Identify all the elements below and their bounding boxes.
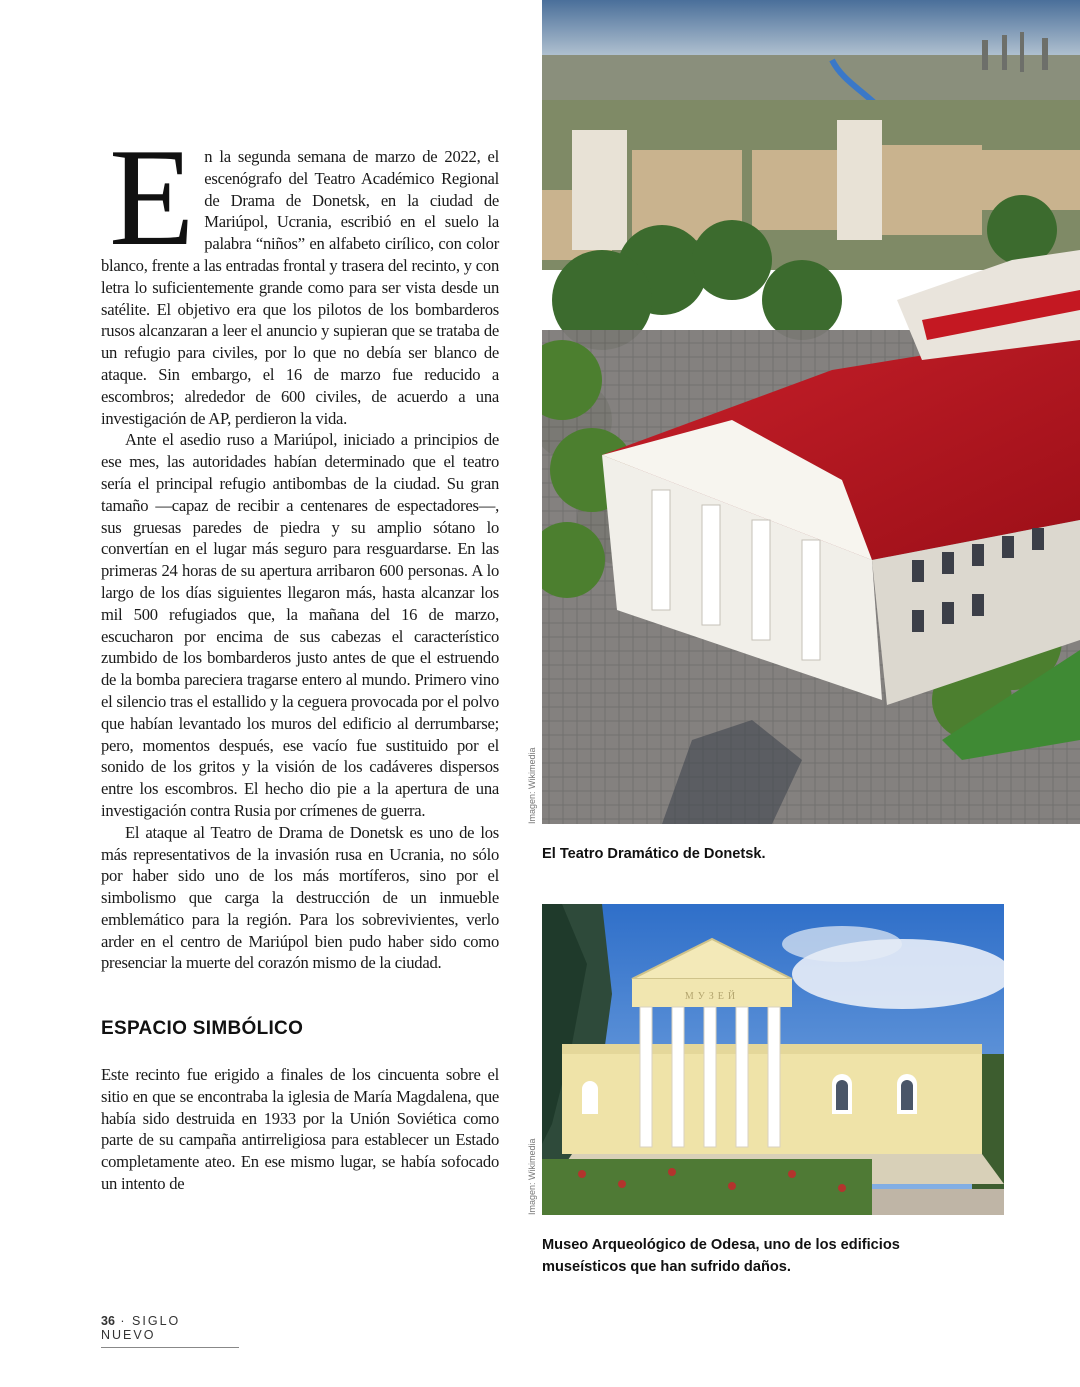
article-paragraph: Ante el asedio ruso a Mariúpol, iniciado a principios de ese mes, las autoridades habían determinado que el teatro sería el principal refugio antibombas de la ciudad. Su gran tamaño —capaz de recibir a centenares de espectadores—, sus gruesas paredes de piedra y su amplio sótano lo convertían en el lugar más seguro para resguardarse. En las primeras 24 horas de su apertura arribaron 600 personas. A lo largo de los días siguientes llegaron más, hasta alcanzar los mil 500 refugiados que, la mañana del 16 de marzo, escucharon por encima de sus cabezas el característico zumbido de los bombarderos justo antes de que el estruendo de la bomba pareciera tragarse entero al mundo. Primero vino el silencio tras el estallido y la ceguera provocada por el polvo que habían levantado los muros del edificio al derrumbarse; pero, momentos después, ese vacío fue sustituido por el sonido de los gritos y la visión de los cadáveres dispersos entre los escombros. El hecho dio pie a la apertura de una investigación contra Rusia por crímenes de guerra.: [101, 430, 499, 820]
paragraph-text: n la segunda semana de marzo de 2022, el escenógrafo del Teatro Académico Regional de Drama de Donetsk, en la ciudad de Mariúpol, Ucrania, escribió en el suelo la palabra “niños” en alfabeto cirílico, con color blanco, frente a las entradas frontal y trasera del recinto, y con letra lo suficientemente grande como para ser vista desde un satélite. El objetivo era que los pilotos de los bombarderos rusos alcanzaran a leer el anuncio y supieran que se trataba de un refugio para civiles, por lo que no debía ser blanco de ataque. Sin embargo, el 16 de marzo fue reducido a escombros; alrededor de 600 civiles, de acuerdo a una investigación de AP, perdieron la vida.: [101, 147, 499, 428]
section-heading: ESPACIO SIMBÓLICO: [101, 1018, 304, 1040]
museum-illustration: [542, 904, 1004, 1215]
page-number: 36: [101, 1314, 115, 1328]
photo-credit: Imagen: Wikimedia: [527, 1138, 537, 1215]
drop-cap: E: [109, 120, 195, 275]
photo-credit: Imagen: Wikimedia: [527, 747, 537, 824]
article-paragraph: El ataque al Teatro de Drama de Donetsk es uno de los más representativos de la invasión rusa en Ucrania, no sólo por haber sido uno de los más mortíferos, sino por el simbolismo que carga la destrucción de un inmueble emblemático para la región. Para los sobrevivientes, verlo arder en el centro de Mariúpol bien pudo haber sido como presenciar la muerte del corazón mismo de la ciudad.: [101, 822, 499, 973]
magazine-name: SIGLO NUEVO: [101, 1314, 181, 1342]
article-paragraph: [101, 120, 499, 429]
photo-caption: El Teatro Dramático de Donetsk.: [542, 846, 766, 862]
photo-donetsk-theatre: [542, 0, 1080, 824]
theatre-illustration: [542, 0, 1080, 824]
footer-separator: ·: [120, 1314, 127, 1328]
page-footer: [101, 1314, 239, 1348]
article-paragraph: Este recinto fue erigido a finales de los cincuenta sobre el sitio en que se encontraba la iglesia de María Magdalena, que había sido destruida en 1933 por la Unión Soviética como parte de su campaña antirreligiosa para establecer un Estado completamente ateo. En ese mismo lugar, se había sofocado un intento de: [101, 1065, 499, 1194]
photo-odesa-museum: [542, 904, 1004, 1215]
museum-sign: МУЗЕЙ: [684, 991, 740, 1002]
photo-caption: Museo Arqueológico de Odesa, uno de los edificios museísticos que han sufrido daños.: [542, 1237, 900, 1275]
article-body: [101, 120, 499, 1195]
